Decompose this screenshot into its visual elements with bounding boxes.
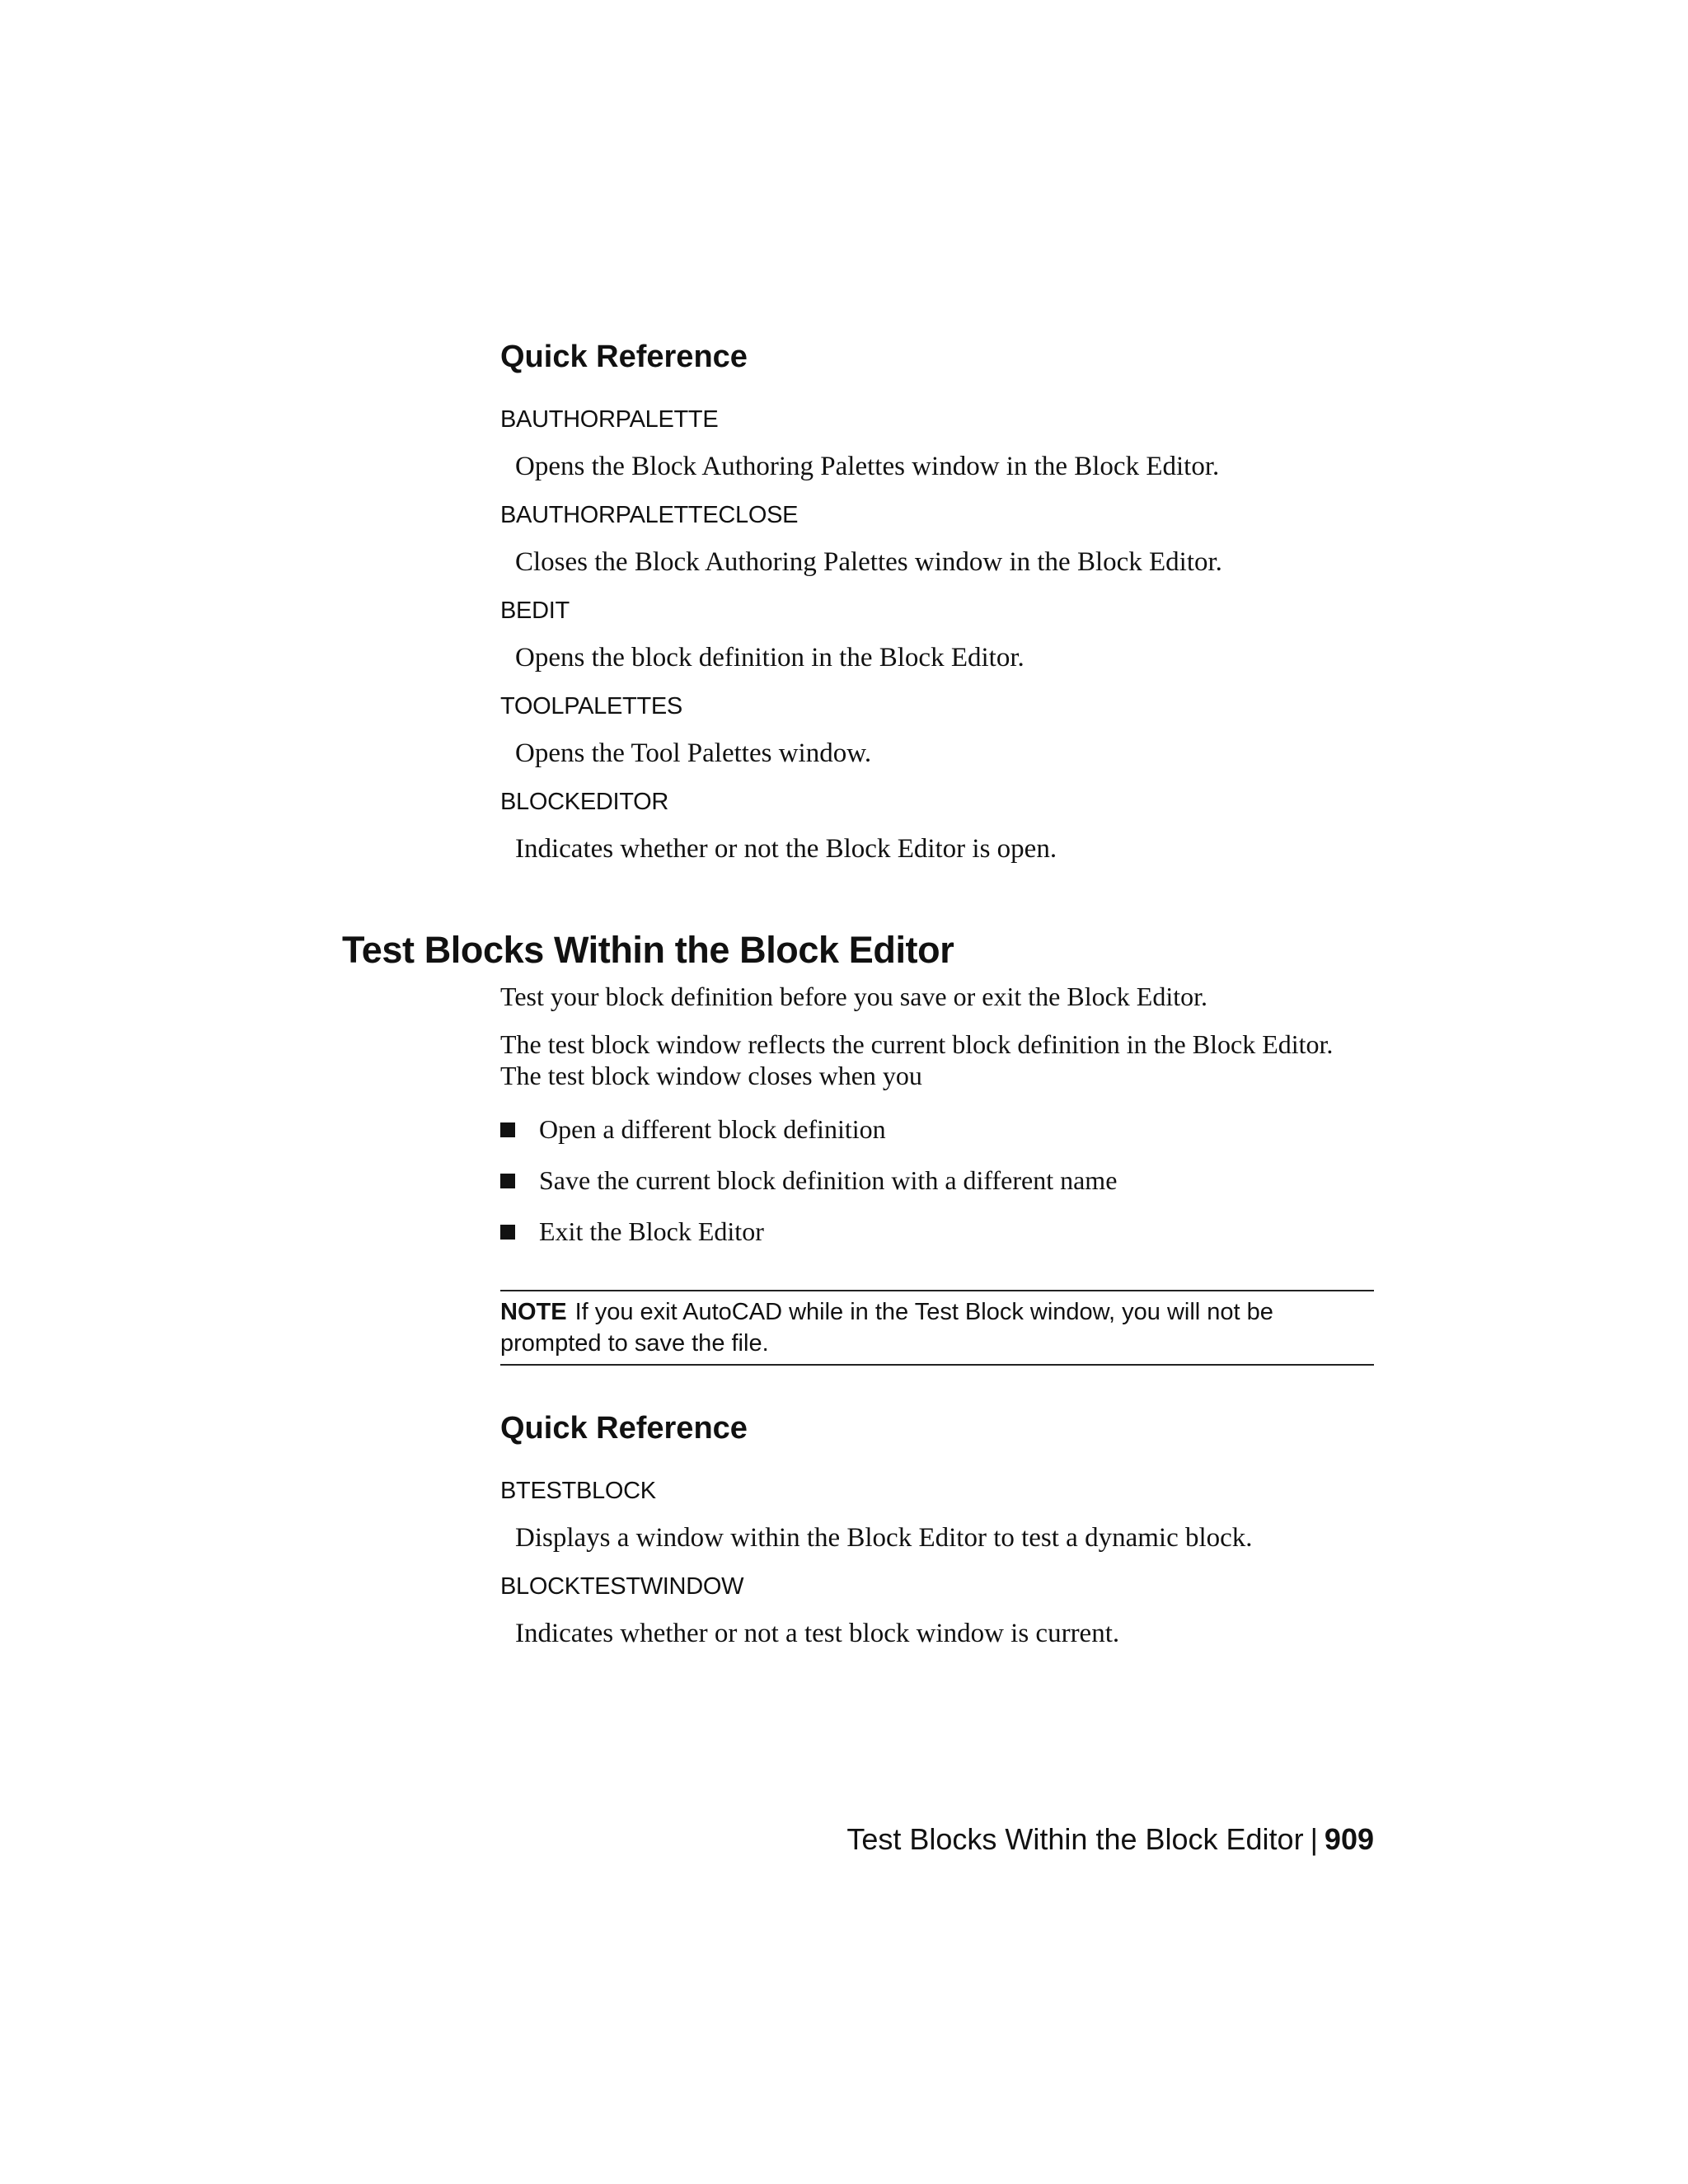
paragraph-line: The test block window closes when you bbox=[500, 1061, 922, 1090]
command-name: TOOLPALETTES bbox=[500, 693, 682, 719]
page-footer bbox=[500, 1821, 1374, 1858]
reference-entry bbox=[500, 1475, 1374, 1554]
command-description: Displays a window within the Block Editor to test a dynamic block. bbox=[515, 1523, 1253, 1553]
section-heading: Test Blocks Within the Block Editor bbox=[342, 929, 954, 971]
note-label: NOTE bbox=[500, 1299, 567, 1325]
reference-entry bbox=[500, 595, 1374, 674]
list-item-text: Open a different block definition bbox=[539, 1114, 886, 1144]
footer-separator: | bbox=[1310, 1822, 1318, 1856]
reference-entry bbox=[500, 499, 1374, 579]
footer-title: Test Blocks Within the Block Editor bbox=[846, 1822, 1304, 1856]
reference-entry bbox=[500, 404, 1374, 483]
square-bullet-icon bbox=[500, 1225, 515, 1240]
square-bullet-icon bbox=[500, 1122, 515, 1137]
quick-reference-section-1 bbox=[500, 338, 1374, 865]
square-bullet-icon bbox=[500, 1174, 515, 1188]
command-description: Closes the Block Authoring Palettes window in the Block Editor. bbox=[515, 547, 1222, 577]
page-number: 909 bbox=[1324, 1822, 1374, 1856]
command-description: Opens the block definition in the Block Editor. bbox=[515, 643, 1025, 673]
command-name: BEDIT bbox=[500, 598, 570, 624]
command-name: BLOCKTESTWINDOW bbox=[500, 1573, 744, 1600]
intro-paragraph: Test your block definition before you save or exit the Block Editor. bbox=[500, 982, 1207, 1011]
paragraph-line: The test block window reflects the current block definition in the Block Editor. bbox=[500, 1029, 1334, 1059]
quick-reference-section-2 bbox=[500, 1409, 1374, 1650]
command-name: BTESTBLOCK bbox=[500, 1478, 656, 1504]
command-description: Opens the Block Authoring Palettes window in the Block Editor. bbox=[515, 452, 1220, 481]
list-item-text: Exit the Block Editor bbox=[539, 1216, 764, 1246]
command-description: Indicates whether or not the Block Editor is open. bbox=[515, 834, 1057, 864]
note-line: prompted to save the file. bbox=[500, 1330, 769, 1357]
note-text: If you exit AutoCAD while in the Test Block window, you will not be bbox=[574, 1299, 1273, 1325]
reference-entry bbox=[500, 1571, 1374, 1650]
command-description: Indicates whether or not a test block window is current. bbox=[515, 1619, 1120, 1648]
section-body bbox=[500, 981, 1374, 1266]
list-item bbox=[500, 1113, 1374, 1146]
list-item-text: Save the current block definition with a different name bbox=[539, 1165, 1118, 1195]
command-description: Opens the Tool Palettes window. bbox=[515, 738, 872, 768]
list-item bbox=[500, 1215, 1374, 1248]
note-box bbox=[500, 1290, 1374, 1366]
command-name: BAUTHORPALETTECLOSE bbox=[500, 502, 799, 528]
reference-entry bbox=[500, 786, 1374, 865]
quick-reference-heading: Quick Reference bbox=[500, 1411, 748, 1446]
bullet-list bbox=[500, 1113, 1374, 1248]
reference-entry bbox=[500, 691, 1374, 770]
list-item bbox=[500, 1164, 1374, 1197]
command-name: BAUTHORPALETTE bbox=[500, 406, 719, 433]
quick-reference-heading: Quick Reference bbox=[500, 340, 748, 374]
note-line bbox=[500, 1296, 1374, 1328]
command-name: BLOCKEDITOR bbox=[500, 789, 669, 815]
